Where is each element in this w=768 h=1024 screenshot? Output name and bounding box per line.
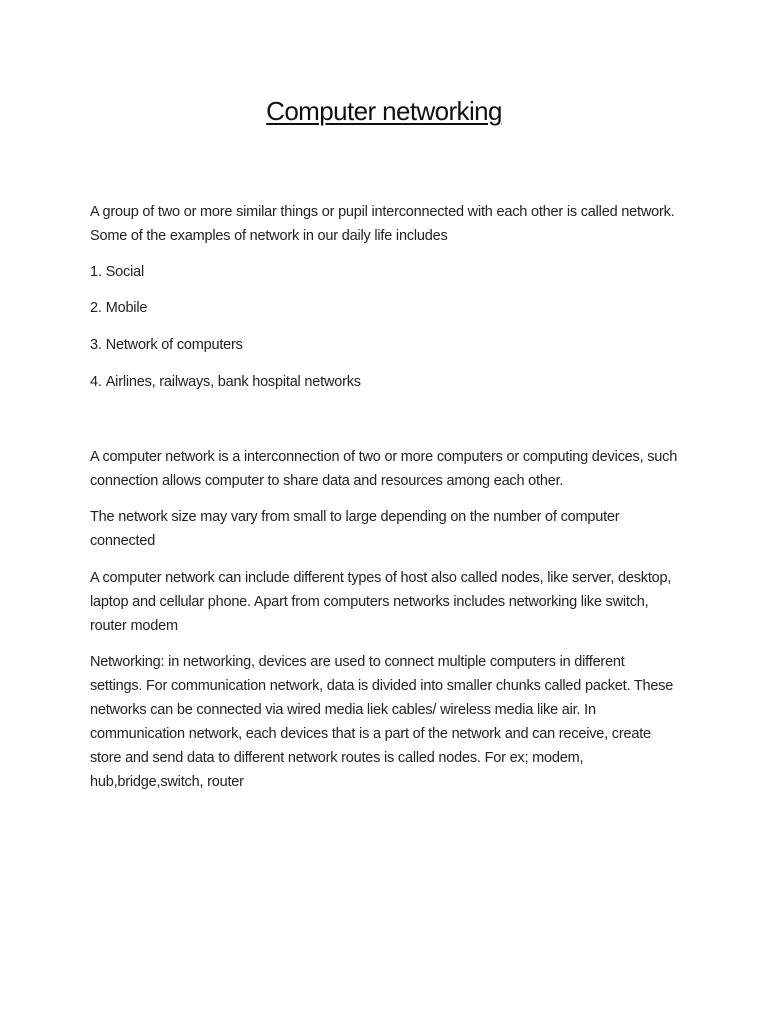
list-item [90,296,680,320]
definition-paragraph: A computer network is a interconnection of two or more computers or computing devices, such connection allows computer to share data and resources among each other. [90,449,678,489]
list-item-number: 2. [90,300,102,316]
list-item-text: Mobile [105,300,148,316]
list-item-text: Network of computers [105,337,243,353]
size-paragraph: The network size may vary from small to large depending on the number of computer connected [90,509,620,549]
list-item-number: 4. [90,374,102,390]
list-item [90,260,680,284]
intro-paragraph: A group of two or more similar things or pupil interconnected with each other is called network. Some of the examples of network in our daily life includes [90,204,675,244]
list-item-text: Airlines, railways, bank hospital networks [105,374,361,390]
networking-paragraph: Networking: in networking, devices are used to connect multiple computers in different settings. For communication network, data is divided into smaller chunks called packet. These networks can be connected via wired media liek cables/ wireless media like air. In communication network, each devices that is a part of the network and can receive, create store and send data to different network routes is called nodes. For ex; modem, hub,bridge,switch, router [90,654,674,790]
hosts-paragraph: A computer network can include different types of host also called nodes, like server, desktop, laptop and cellular phone. Apart from computers networks includes networking like switch, router modem [90,570,672,634]
list-item-text: Social [105,264,144,280]
page-title: Computer networking [266,96,502,126]
list-item [90,370,680,394]
list-item [90,333,680,357]
list-item-number: 3. [90,337,102,353]
list-item-number: 1. [90,264,102,280]
